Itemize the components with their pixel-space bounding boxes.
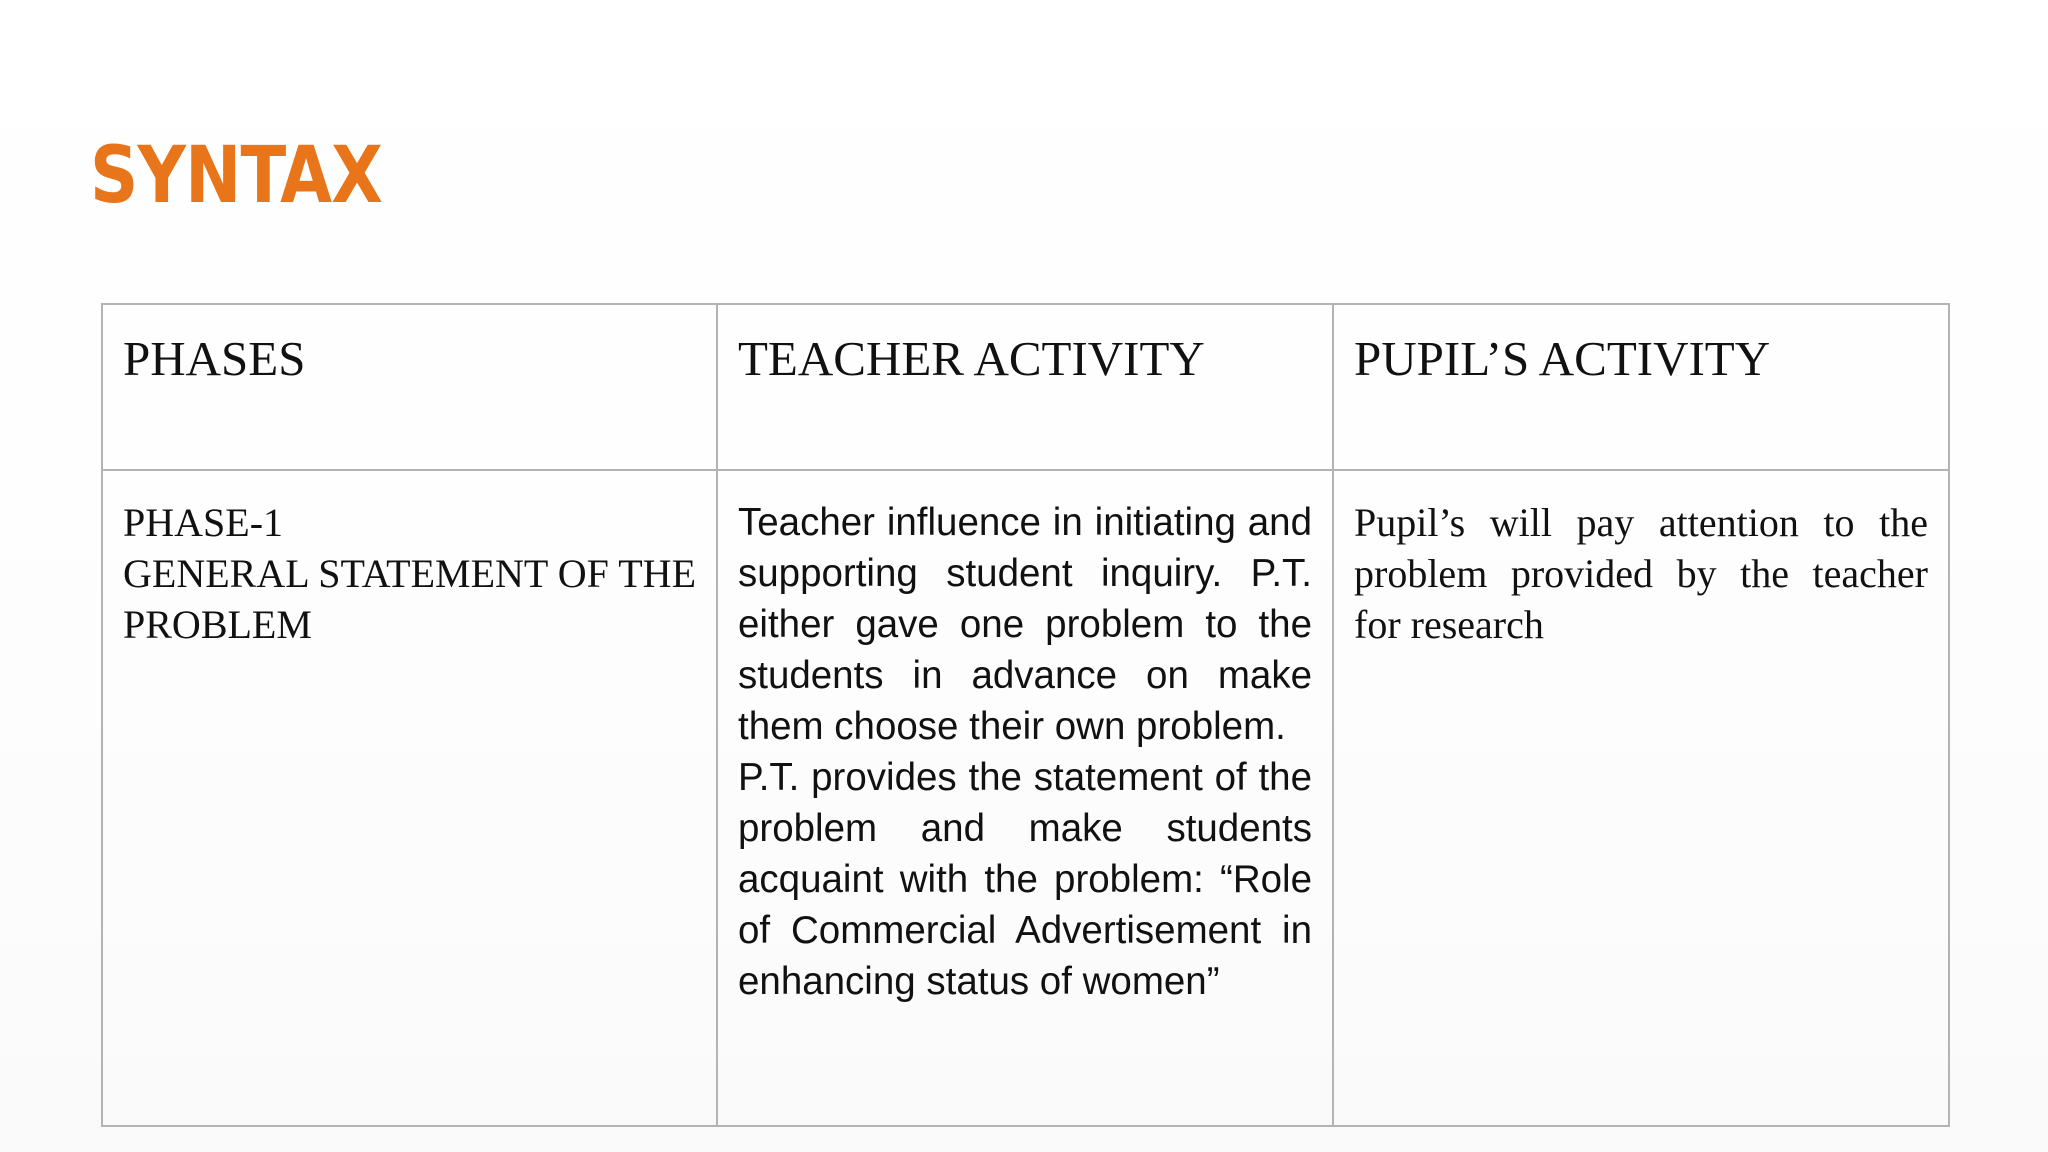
slide-title: SYNTAX	[90, 131, 383, 221]
phase-name: GENERAL STATEMENT OF THE PROBLEM	[123, 551, 696, 647]
pupil-activity-text: Pupil’s will pay attention to the problem provided by the teacher for research	[1354, 500, 1928, 647]
phase-cell	[102, 470, 717, 1126]
syntax-table	[101, 303, 1950, 1127]
pupil-activity-cell	[1333, 470, 1949, 1126]
table-row	[102, 470, 1949, 1126]
teacher-activity-paragraph-2: P.T. provides the statement of the problem and make students acquaint with the problem: “Role of Commercial Advertisement in enhancing status of women”	[738, 756, 1312, 1003]
phase-text	[103, 471, 716, 650]
header-teacher-activity: TEACHER ACTIVITY	[738, 331, 1205, 386]
phase-number: PHASE-1	[123, 500, 284, 545]
header-cell-teacher-activity	[717, 304, 1333, 470]
header-pupil-activity: PUPIL’S ACTIVITY	[1354, 331, 1771, 386]
header-phases: PHASES	[123, 331, 306, 386]
teacher-activity-paragraph-1: Teacher influence in initiating and supporting student inquiry. P.T. either gave one problem to the students in advance on make them choose their own problem.	[738, 501, 1312, 748]
table-header-row	[102, 304, 1949, 470]
header-cell-pupil-activity	[1333, 304, 1949, 470]
teacher-activity-cell	[717, 470, 1333, 1126]
teacher-activity-text	[718, 471, 1332, 1007]
header-cell-phases	[102, 304, 717, 470]
